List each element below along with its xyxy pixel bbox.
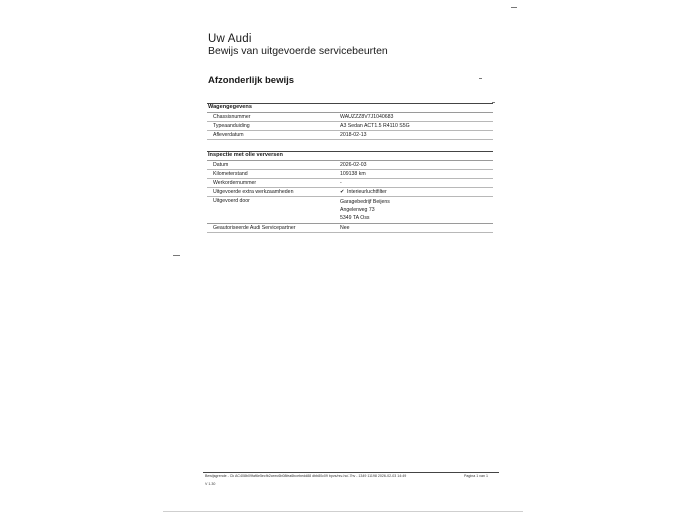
scan-speck — [479, 78, 482, 79]
document-subtitle: Bewijs van uitgevoerde servicebeurten — [208, 45, 388, 57]
row-value: 2026-02-03 — [340, 162, 367, 168]
performed-by-label: Uitgevoerd door — [213, 198, 250, 204]
performed-by-line: 5349 TA Oss — [340, 215, 370, 221]
section-title: Afzonderlijk bewijs — [208, 75, 295, 86]
row-label: Typeaanduiding — [213, 123, 250, 129]
table-row — [207, 122, 493, 131]
inspection-heading: Inspectie met olie verversen — [208, 152, 283, 158]
row-label: Werkordernummer — [213, 180, 257, 186]
table-row — [207, 179, 493, 188]
page-number: Pagina 1 van 1 — [464, 474, 488, 478]
row-label: Kilometerstand — [213, 171, 248, 177]
row-value: 2018-02-13 — [340, 132, 367, 138]
row-label: Geautoriseerde Audi Servicepartner — [213, 225, 296, 231]
performed-by-line: Garagebedrijf Beijens — [340, 199, 390, 205]
row-value: A3 Sedan ACT1.5 R4110 S5G — [340, 123, 410, 129]
row-value-with-check — [340, 188, 387, 196]
performed-by-line: Angelerweg 73 — [340, 207, 375, 213]
table-row — [207, 170, 493, 179]
row-label: Afleverdatum — [213, 132, 244, 138]
version-label: V 1.30 — [205, 482, 216, 486]
scan-speck — [173, 255, 180, 256]
checkmark-icon: ✔ — [340, 189, 345, 195]
table-row — [207, 224, 493, 233]
table-row — [207, 113, 493, 122]
row-value: WAUZZZ8V7J1040683 — [340, 114, 394, 120]
table-row — [207, 188, 493, 197]
vehicle-heading: Wagengegevens — [208, 104, 252, 110]
brand-title: Uw Audi — [208, 33, 252, 45]
row-label: Chassisnummer — [213, 114, 251, 120]
row-label: Uitgevoerde extra werkzaamheden — [213, 189, 294, 195]
extra-work-value: Interieurluchtfilter — [347, 189, 387, 195]
table-row — [207, 131, 493, 140]
row-label: Datum — [213, 162, 229, 168]
footer-reference: Bewijsgrende - Ck AC408b09faf6e5ecfb2ceec6b08fea6bcebedd88 dbb80c09 bpvs/rsv-hc/-7hv - 1349 11198 2026-02-03 14:49 — [205, 474, 407, 478]
table-row — [207, 161, 493, 170]
footer-rule — [203, 472, 499, 473]
row-value: 109138 km — [340, 171, 366, 177]
row-value: Nee — [340, 225, 350, 231]
scan-speck — [511, 7, 517, 8]
row-value: - — [340, 180, 342, 186]
scan-edge-line — [163, 511, 523, 512]
